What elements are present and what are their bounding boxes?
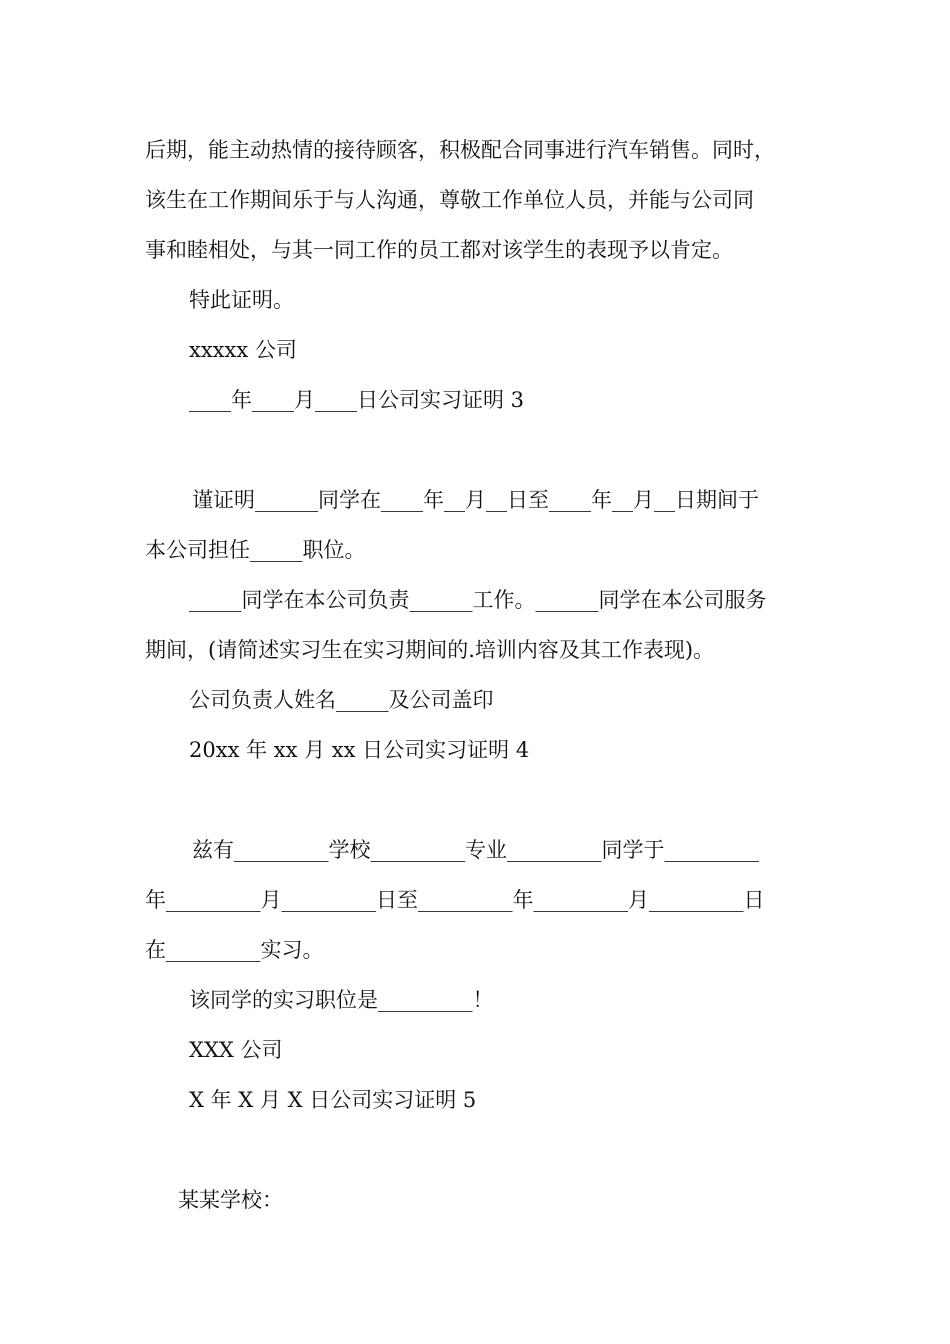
paragraph-line: 该生在工作期间乐于与人沟通，尊敬工作单位人员，并能与公司同 [145,188,754,212]
date-heading-line: X 年 X 月 X 日公司实习证明 5 [189,1088,477,1112]
paragraph-line: 该同学的实习职位是_________！ [189,988,494,1012]
certify-line: 特此证明。 [189,288,294,312]
paragraph-line: 期间，(请简述实习生在实习期间的.培训内容及其工作表现)。 [145,638,715,662]
paragraph-line: 年_________月_________日至_________年_________月_________日 [145,888,765,912]
paragraph-line: 兹有_________学校_________专业_________同学于_________ [192,838,759,862]
paragraph-line: 谨证明______同学在____年__月__日至____年__月__日期间于 [192,488,759,512]
date-heading-line: 20xx 年 xx 月 xx 日公司实习证明 4 [189,738,530,762]
paragraph-line: _____同学在本公司负责______工作。______同学在本公司服务 [189,588,767,612]
paragraph-line: 事和睦相处，与其一同工作的员工都对该学生的表现予以肯定。 [145,238,733,262]
company-name: XXX 公司 [189,1038,283,1062]
salutation-line: 某某学校： [178,1188,283,1212]
date-heading-line: ____年____月____日公司实习证明 3 [189,388,525,412]
signature-line: 公司负责人姓名_____及公司盖印 [189,688,494,712]
paragraph-line: 后期，能主动热情的接待顾客，积极配合同事进行汽车销售。同时， [145,138,775,162]
company-name: xxxxx 公司 [189,338,297,362]
paragraph-line: 在_________实习。 [145,938,324,962]
paragraph-line: 本公司担任_____职位。 [145,538,366,562]
